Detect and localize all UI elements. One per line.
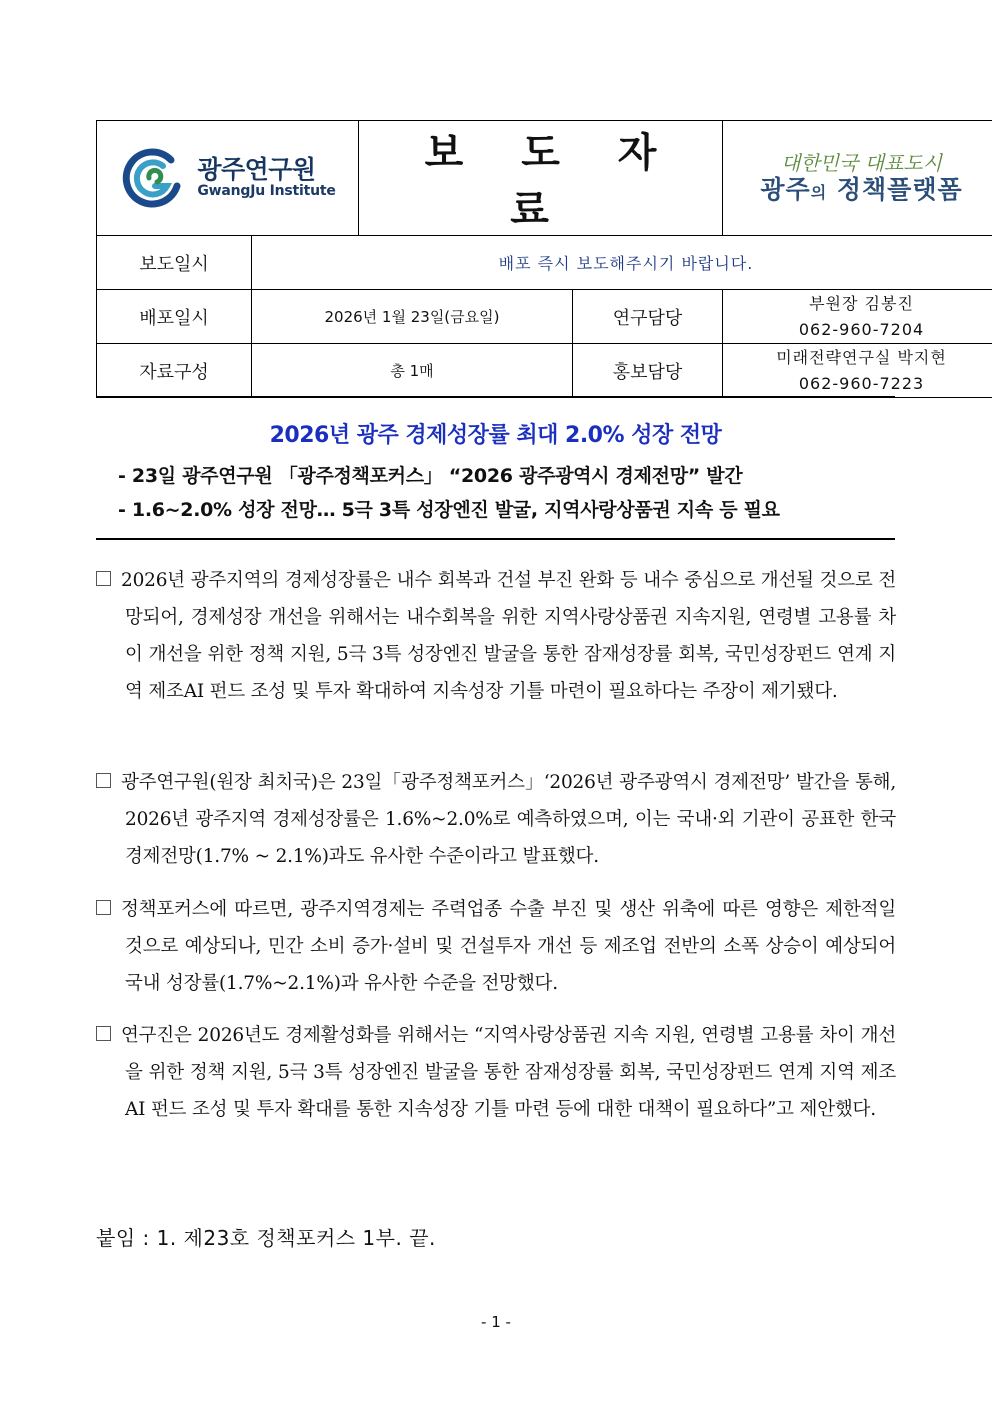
header-table [96,120,992,398]
subheadline-2: - 1.6~2.0% 성장 전망… 5극 3특 성장엔진 발굴, 지역사랑상품권 지속 등 필요 [118,499,780,521]
divider-bottom [96,538,895,540]
release-time-text: 배포 즉시 보도해주시기 바랍니다. [498,254,754,273]
gwangju-institute-logo [97,146,358,210]
research-contact-phone: 062-960-7204 [798,319,925,339]
slogan-platform: 정책플랫폼 [836,175,963,204]
body-paragraph-4 [96,1017,896,1128]
checkbox-bullet-icon [96,571,111,586]
slogan-particle: 의 [810,183,828,202]
body-paragraph-2 [96,764,896,875]
research-contact-label: 연구담당 [573,290,723,344]
research-contact-cell [723,290,992,344]
distribution-date-label: 배포일시 [97,290,252,344]
paragraph-text: 정책포커스에 따르면, 광주지역경제는 주력업종 수출 부진 및 생산 위축에 따른 영향은 제한적일 것으로 예상되나, 민간 소비 증가·설비 및 건설투자 개선 등 제조업 전반의 소폭 상승이 예상되어 국내 성장률(1.7%~2.1%)과 유사한 수준을 전망했다. [121,899,896,994]
body-paragraph-1 [96,562,896,710]
attachment-note: 붙임 : 1. 제23호 정책포커스 1부. 끝. [96,1226,436,1250]
slogan-line2 [723,175,992,205]
subheadline-1: - 23일 광주연구원 「광주정책포커스」 “2026 광주광역시 경제전망” 발간 [118,465,743,487]
checkbox-bullet-icon [96,1026,111,1041]
release-time-value [252,236,992,290]
materials-label: 자료구성 [97,344,252,398]
pr-contact-cell [723,344,992,398]
paragraph-text: 광주연구원(원장 최치국)은 23일「광주정책포커스」‘2026년 광주광역시 경제전망’ 발간을 통해, 2026년 광주지역 경제성장률은 1.6%~2.0%로 예측하였으며, 이는 국내·외 기관이 공표한 한국 경제전망(1.7% ~ 2.1%)과도 유사한 수준이라고 발표했다. [121,772,896,867]
pr-contact-name: 미래전략연구실 박지현 [776,347,947,367]
logo-name-en: GwangJu Institute [197,183,336,200]
research-contact-name: 부원장 김봉진 [809,293,914,313]
headline: 2026년 광주 경제성장률 최대 2.0% 성장 전망 [269,423,722,448]
pr-contact-phone: 062-960-7223 [798,373,925,393]
gwangju-institute-emblem-icon [119,146,187,210]
paragraph-text: 연구진은 2026년도 경제활성화를 위해서는 “지역사랑상품권 지속 지원, 연령별 고용률 차이 개선을 위한 정책 지원, 5극 3특 성장엔진 발굴을 통한 잠재성장률 회복, 국민성장펀드 연계 지역 제조AI 펀드 조성 및 투자 확대를 통한 지속성장 기틀 마련 등에 대한 대책이 필요하다”고 제안했다. [121,1025,896,1120]
paragraph-text: 2026년 광주지역의 경제성장률은 내수 회복과 건설 부진 완화 등 내수 중심으로 개선될 것으로 전망되어, 경제성장 개선을 위해서는 내수회복을 위한 지역사랑상품권 지속지원, 연령별 고용률 차이 개선을 위한 정책 지원, 5극 3특 성장엔진 발굴을 통한 잠재성장률 회복, 국민성장펀드 연계 지역 제조AI 펀드 조성 및 투자 확대하여 지속성장 기틀 마련이 필요하다는 주장이 제기됐다. [121,570,896,702]
divider-top [96,396,895,398]
distribution-date-value: 2026년 1월 23일(금요일) [252,290,573,344]
pr-contact-label: 홍보담당 [573,344,723,398]
slogan-cell [723,121,992,236]
doc-title-cell [359,121,723,236]
doc-title: 보 도 자 료 [424,130,679,233]
slogan-line1: 대한민국 대표도시 [781,151,942,175]
logo-name-ko: 광주연구원 [197,154,316,184]
page-number: - 1 - [481,1313,511,1331]
logo-cell [97,121,359,236]
materials-value: 총 1매 [252,344,573,398]
release-time-label: 보도일시 [97,236,252,290]
slogan-city: 광주 [760,175,811,204]
body-paragraph-3 [96,891,896,1002]
checkbox-bullet-icon [96,773,111,788]
checkbox-bullet-icon [96,900,111,915]
